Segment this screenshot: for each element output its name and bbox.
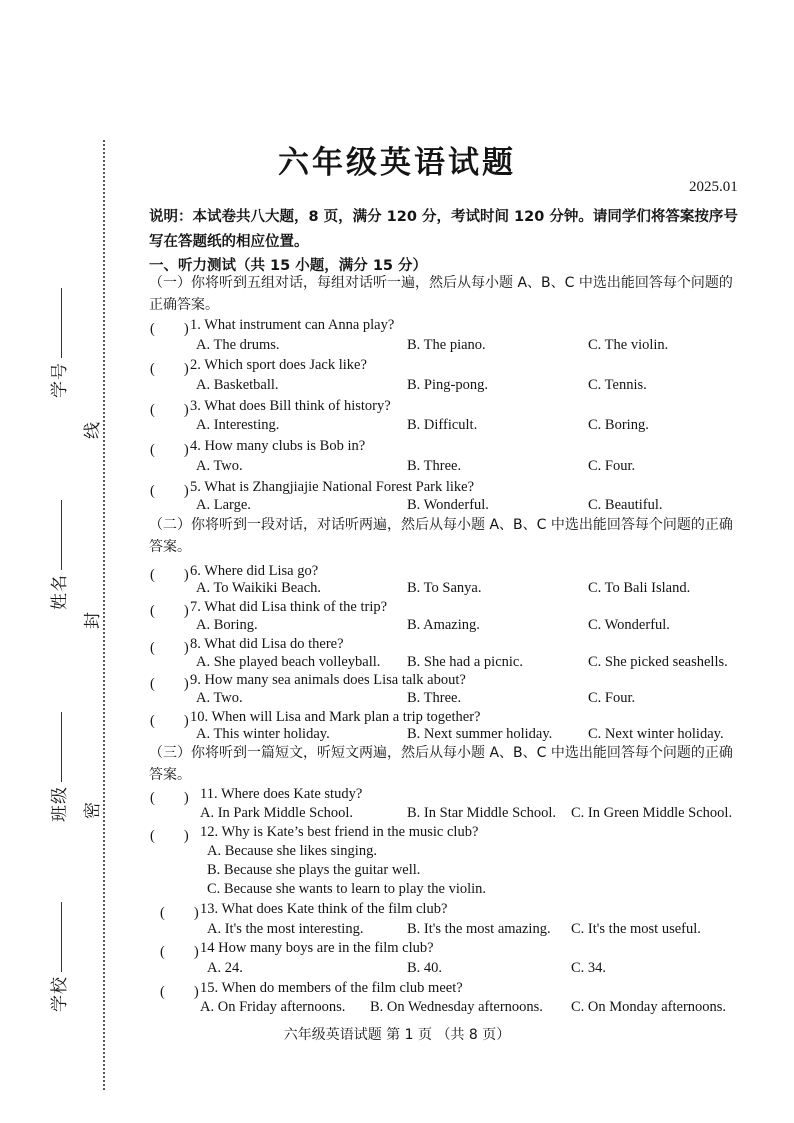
- question-text: 2. Which sport does Jack like?: [190, 357, 367, 373]
- question-text: 6. Where did Lisa go?: [190, 563, 319, 579]
- question-text: 14 How many boys are in the film club?: [200, 940, 434, 956]
- class-blank: [60, 712, 62, 782]
- part2-intro: （二）你将听到一段对话，对话听两遍，然后从每小题 A、B、C 中选出能回答每个问题的正确答案。: [149, 517, 733, 555]
- option-b: B. Because she plays the guitar well.: [207, 862, 421, 878]
- answer-blank: ( ): [160, 944, 199, 960]
- option-b: B. Ping-pong.: [407, 377, 488, 393]
- option-a: A. Large.: [196, 497, 251, 513]
- option-a: A. On Friday afternoons.: [200, 999, 346, 1015]
- answer-blank: ( ): [150, 790, 189, 806]
- answer-blank: ( ): [150, 442, 189, 458]
- section-listening-title: 一、听力测试（共 15 小题，满分 15 分）: [149, 258, 428, 274]
- question-text: 8. What did Lisa do there?: [190, 636, 344, 652]
- answer-blank: ( ): [150, 483, 189, 499]
- seal-mark-secret: 密: [83, 802, 102, 819]
- school-blank: [60, 902, 62, 972]
- option-b: B. Difficult.: [407, 417, 478, 433]
- question-text: 7. What did Lisa think of the trip?: [190, 599, 388, 615]
- option-b: B. The piano.: [407, 337, 486, 353]
- option-c: C. On Monday afternoons.: [571, 999, 727, 1015]
- name-label: 姓名: [50, 574, 69, 610]
- student-id-label: 学号: [50, 362, 69, 398]
- answer-blank: ( ): [150, 402, 189, 418]
- option-b: B. 40.: [407, 960, 443, 976]
- option-c: C. Wonderful.: [588, 617, 670, 633]
- question-text: 5. What is Zhangjiajie National Forest Park like?: [190, 479, 475, 495]
- question-text: 13. What does Kate think of the film club?: [200, 901, 448, 917]
- option-a: A. Basketball.: [196, 377, 279, 393]
- option-b: B. Three.: [407, 458, 462, 474]
- binding-cut-line: [103, 140, 105, 1090]
- student-id-field: [48, 278, 72, 398]
- answer-blank: ( ): [150, 828, 189, 844]
- option-c: C. Next winter holiday.: [588, 726, 724, 742]
- option-c: C. Four.: [588, 690, 636, 706]
- part3-intro: （三）你将听到一篇短文，听短文两遍，然后从每小题 A、B、C 中选出能回答每个问题的正确答案。: [149, 745, 733, 783]
- answer-blank: ( ): [150, 361, 189, 377]
- student-id-blank: [60, 288, 62, 358]
- question-text: 9. How many sea animals does Lisa talk about?: [190, 672, 466, 688]
- answer-blank: ( ): [150, 321, 189, 337]
- option-c: C. The violin.: [588, 337, 669, 353]
- option-b: B. It's the most amazing.: [407, 921, 551, 937]
- option-a: A. It's the most interesting.: [207, 921, 364, 937]
- option-b: B. In Star Middle School.: [407, 805, 557, 821]
- answer-blank: ( ): [150, 676, 189, 692]
- option-a: A. She played beach volleyball.: [196, 654, 381, 670]
- name-field: [48, 490, 72, 610]
- answer-blank: ( ): [150, 603, 189, 619]
- option-a: A. To Waikiki Beach.: [196, 580, 321, 596]
- answer-blank: ( ): [150, 567, 189, 583]
- option-a: A. The drums.: [196, 337, 280, 353]
- answer-blank: ( ): [160, 984, 199, 1000]
- option-c: C. Tennis.: [588, 377, 647, 393]
- option-c: C. 34.: [571, 960, 607, 976]
- seal-mark-seal: 封: [83, 612, 102, 629]
- option-b: B. Three.: [407, 690, 462, 706]
- option-a: A. This winter holiday.: [196, 726, 330, 742]
- question-text: 1. What instrument can Anna play?: [190, 317, 395, 333]
- option-b: B. Wonderful.: [407, 497, 489, 513]
- option-b: B. Next summer holiday.: [407, 726, 553, 742]
- option-a: A. Two.: [196, 458, 243, 474]
- option-c: C. To Bali Island.: [588, 580, 691, 596]
- page-title: 六年级英语试题: [278, 145, 516, 181]
- answer-blank: ( ): [150, 713, 189, 729]
- answer-blank: ( ): [150, 640, 189, 656]
- page-footer: 六年级英语试题 第 1 页 （共 8 页）: [283, 1027, 511, 1043]
- question-text: 10. When will Lisa and Mark plan a trip together?: [190, 709, 481, 725]
- question-text: 3. What does Bill think of history?: [190, 398, 391, 414]
- instructions: 说明：本试卷共八大题，8 页，满分 120 分，考试时间 120 分钟。请同学们将答案按序号写在答题纸的相应位置。: [149, 209, 738, 250]
- school-label: 学校: [50, 976, 69, 1012]
- option-b: B. To Sanya.: [407, 580, 482, 596]
- option-c: C. Boring.: [588, 417, 649, 433]
- option-b: B. She had a picnic.: [407, 654, 523, 670]
- option-b: B. Amazing.: [407, 617, 480, 633]
- option-a: A. Two.: [196, 690, 243, 706]
- exam-date: 2025.01: [689, 179, 738, 195]
- option-a: A. Interesting.: [196, 417, 280, 433]
- option-b: B. On Wednesday afternoons.: [370, 999, 543, 1015]
- class-label: 班级: [50, 786, 69, 822]
- part1-intro: （一）你将听到五组对话，每组对话听一遍，然后从每小题 A、B、C 中选出能回答每个问题的正确答案。: [149, 275, 733, 313]
- option-a: A. In Park Middle School.: [200, 805, 354, 821]
- option-c: C. In Green Middle School.: [571, 805, 733, 821]
- question-text: 12. Why is Kate’s best friend in the music club?: [200, 824, 479, 840]
- option-a: A. Because she likes singing.: [207, 843, 377, 859]
- seal-mark-line: 线: [83, 422, 102, 439]
- option-c: C. Because she wants to learn to play the violin.: [207, 881, 487, 897]
- option-c: C. She picked seashells.: [588, 654, 728, 670]
- option-a: A. Boring.: [196, 617, 258, 633]
- option-c: C. Four.: [588, 458, 636, 474]
- question-text: 4. How many clubs is Bob in?: [190, 438, 366, 454]
- name-blank: [60, 500, 62, 570]
- option-a: A. 24.: [207, 960, 243, 976]
- answer-blank: ( ): [160, 905, 199, 921]
- option-c: C. Beautiful.: [588, 497, 663, 513]
- option-c: C. It's the most useful.: [571, 921, 701, 937]
- class-field: [48, 702, 72, 822]
- question-text: 11. Where does Kate study?: [200, 786, 363, 802]
- question-text: 15. When do members of the film club meet?: [200, 980, 463, 996]
- school-field: [48, 892, 72, 1012]
